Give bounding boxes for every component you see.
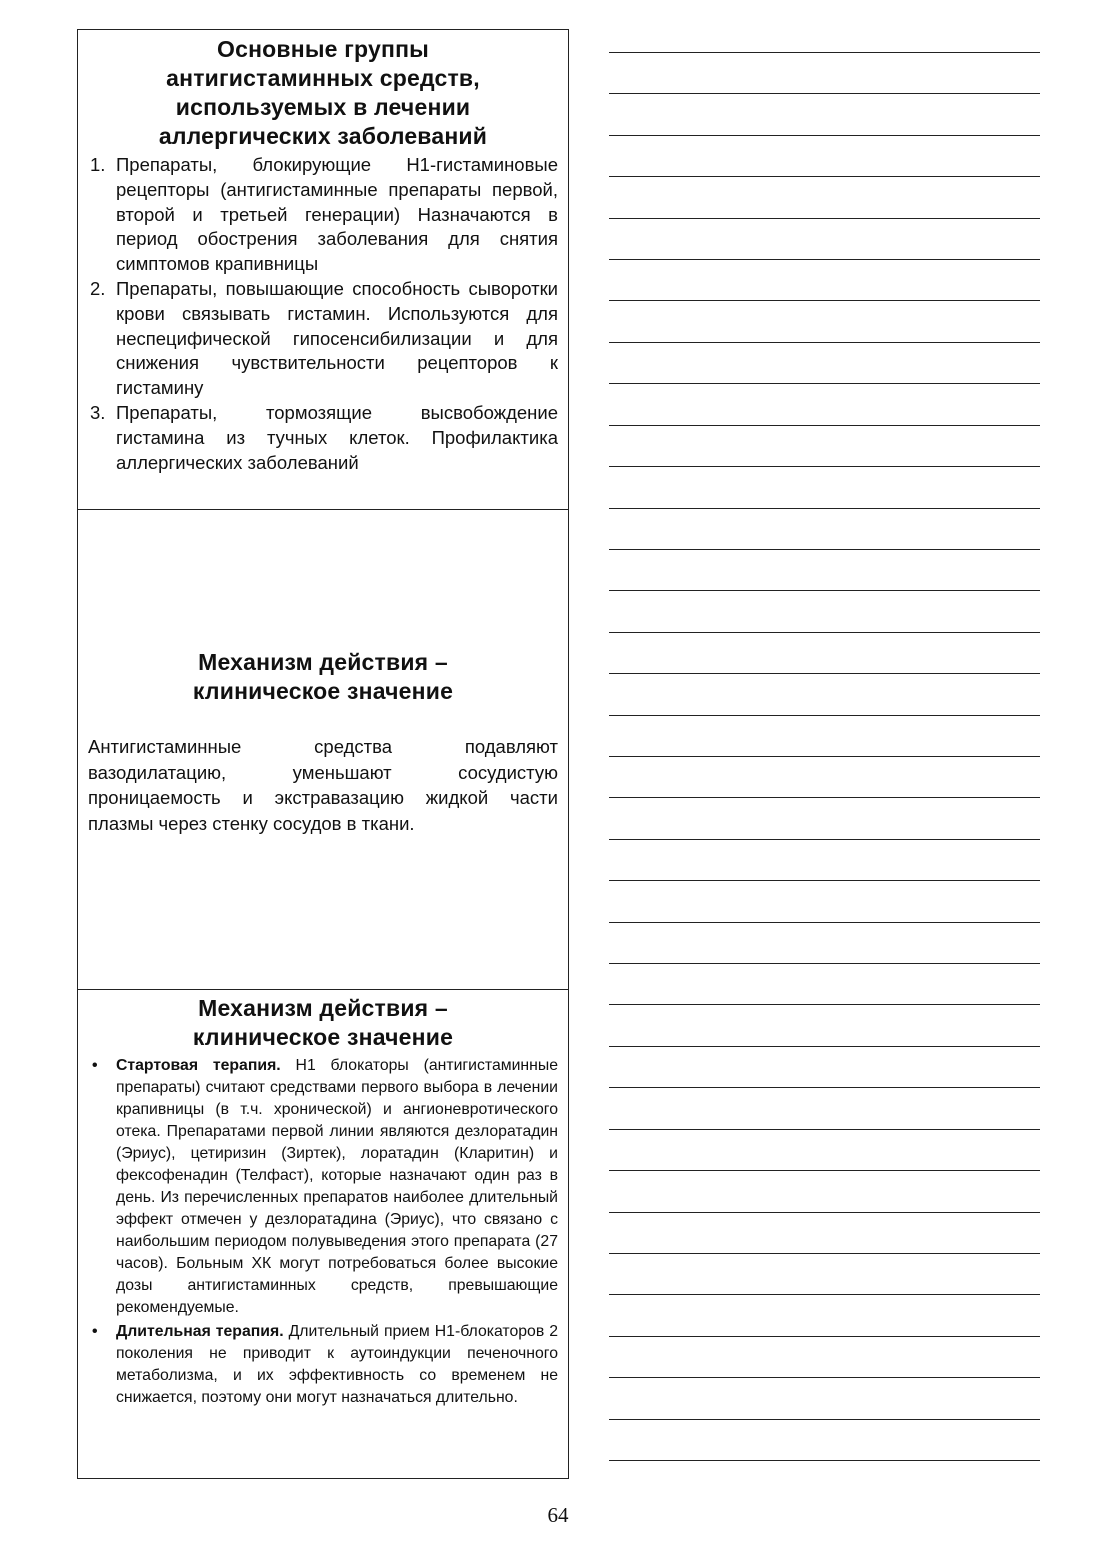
card-therapy bbox=[78, 990, 568, 1478]
card-mechanism bbox=[78, 510, 568, 990]
title-line: аллергических заболеваний bbox=[158, 123, 488, 149]
bullet-icon: • bbox=[92, 1323, 98, 1340]
ruled-line bbox=[609, 632, 1040, 633]
ruled-line bbox=[609, 135, 1040, 136]
title-line: антигистаминных средств, bbox=[166, 65, 480, 91]
ruled-line bbox=[609, 1253, 1040, 1254]
ruled-line bbox=[609, 1046, 1040, 1047]
ruled-line bbox=[609, 176, 1040, 177]
ruled-line bbox=[609, 590, 1040, 591]
list-item bbox=[88, 401, 558, 475]
ruled-line bbox=[609, 218, 1040, 219]
groups-list bbox=[88, 153, 558, 475]
item-text: Препараты, тормозящие высвобождение гистамина из тучных клеток. Профилактика аллергических заболеваний bbox=[116, 401, 558, 473]
ruled-line bbox=[609, 922, 1040, 923]
card-antihistamine-groups bbox=[78, 30, 568, 510]
title-line: клиническое значение bbox=[192, 678, 454, 704]
ruled-line bbox=[609, 797, 1040, 798]
ruled-line bbox=[609, 93, 1040, 94]
title-line: клиническое значение bbox=[192, 1024, 454, 1050]
ruled-notes-area bbox=[609, 0, 1040, 1480]
list-item bbox=[88, 277, 558, 401]
therapy-title bbox=[88, 994, 558, 1052]
ruled-line bbox=[609, 839, 1040, 840]
list-item bbox=[88, 153, 558, 277]
bullet-icon: • bbox=[92, 1057, 98, 1074]
title-line: Механизм действия – bbox=[198, 649, 448, 675]
title-line: используемых в лечении bbox=[175, 94, 471, 120]
left-column bbox=[77, 29, 569, 1479]
groups-title bbox=[88, 35, 558, 151]
ruled-line bbox=[609, 549, 1040, 550]
therapy-list bbox=[88, 1055, 558, 1409]
ruled-line bbox=[609, 1336, 1040, 1337]
item-number: 2. bbox=[90, 277, 106, 299]
ruled-line bbox=[609, 880, 1040, 881]
bullet-text: Н1 блокаторы (антигистаминные препараты) считают средствами первого выбора в лечении крапивницы (в т.ч. хронической) и ангионевротического отека. Препаратами первой линии являются дезлоратадин (Эриус), цетиризин (Зиртек), лоратадин (Кларитин) и фексофенадин (Телфаст), которые назначают один раз в день. Из перечисленных препаратов наиболее длительный эффект отмечен у дезлоратадина (Эриус), что связано с наибольшим периодом полувыведения этого препарата (27 часов). Больным ХК могут потребоваться более высокие дозы антигистаминных средств, превышающие рекомендуемые. bbox=[116, 1057, 558, 1316]
ruled-line bbox=[609, 1377, 1040, 1378]
ruled-line bbox=[609, 715, 1040, 716]
item-text: Препараты, повышающие способность сыворотки крови связывать гистамин. Используются для неспецифической гипосенсибилизации и для снижения чувствительности рецепторов к гистамину bbox=[116, 277, 558, 399]
ruled-line bbox=[609, 1004, 1040, 1005]
ruled-line bbox=[609, 963, 1040, 964]
ruled-line bbox=[609, 1087, 1040, 1088]
ruled-line bbox=[609, 673, 1040, 674]
ruled-line bbox=[609, 756, 1040, 757]
ruled-line bbox=[609, 1294, 1040, 1295]
ruled-line bbox=[609, 1419, 1040, 1420]
item-number: 1. bbox=[90, 154, 106, 175]
list-item bbox=[88, 1321, 558, 1409]
title-line: Механизм действия – bbox=[198, 995, 448, 1021]
ruled-line bbox=[609, 1170, 1040, 1171]
ruled-line bbox=[609, 1129, 1040, 1130]
ruled-line bbox=[609, 508, 1040, 509]
bullet-text: Длительный прием Н1-блокаторов 2 поколения не приводит к аутоиндукции печеночного метаболизма, и их эффективность со временем не снижается, поэтому они могут назначаться длительно. bbox=[116, 1323, 558, 1406]
title-line: Основные группы bbox=[216, 36, 430, 62]
bullet-lead: Стартовая терапия. bbox=[116, 1057, 281, 1074]
item-text: Препараты, блокирующие Н1-гистаминовые рецепторы (антигистаминные препараты первой, второй и третьей генерации) Назначаются в период обострения заболевания для снятия симптомов крапивницы bbox=[116, 154, 558, 275]
list-item bbox=[88, 1055, 558, 1319]
ruled-line bbox=[609, 259, 1040, 260]
page-number: 64 bbox=[547, 1503, 569, 1527]
ruled-line bbox=[609, 466, 1040, 467]
ruled-line bbox=[609, 425, 1040, 426]
item-number: 3. bbox=[90, 401, 106, 423]
ruled-line bbox=[609, 52, 1040, 53]
bullet-lead: Длительная терапия. bbox=[116, 1323, 284, 1340]
ruled-line bbox=[609, 1212, 1040, 1213]
mechanism-text: Антигистаминные средства подавляют вазодилатацию, уменьшают сосудистую проницаемость и экстравазацию жидкой части плазмы через стенку сосудов в ткани. bbox=[88, 736, 558, 834]
ruled-line bbox=[609, 383, 1040, 384]
mechanism-title bbox=[88, 648, 558, 706]
ruled-line bbox=[609, 1460, 1040, 1461]
ruled-line bbox=[609, 300, 1040, 301]
ruled-line bbox=[609, 342, 1040, 343]
